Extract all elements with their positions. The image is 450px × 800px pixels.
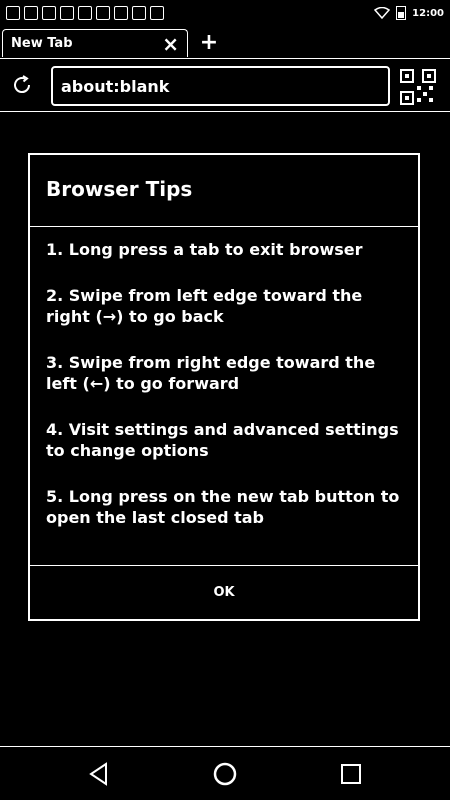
- wifi-icon: [374, 7, 390, 19]
- sms-icon: [6, 6, 20, 20]
- clock: 12:00: [412, 7, 444, 19]
- tab-title: New Tab: [11, 36, 73, 51]
- notification-icon: [60, 6, 74, 20]
- close-tab-icon[interactable]: ×: [162, 31, 179, 56]
- dialog-footer: [30, 565, 418, 619]
- status-right: [374, 6, 444, 20]
- status-bar: [0, 0, 450, 26]
- tab-strip: [0, 27, 450, 59]
- address-bar: [0, 60, 450, 112]
- browser-tips-dialog: [28, 153, 420, 621]
- qr-code-icon[interactable]: [400, 69, 436, 105]
- tip-item: 5. Long press on the new tab button to open the last closed tab: [46, 487, 400, 527]
- tab-new-tab[interactable]: [2, 29, 188, 57]
- notification-icon: [114, 6, 128, 20]
- tip-item: 1. Long press a tab to exit browser: [46, 240, 363, 259]
- tip-item: 4. Visit settings and advanced settings to change options: [46, 420, 399, 460]
- notification-icons: [6, 6, 164, 20]
- notification-icon: [78, 6, 92, 20]
- tips-list: [46, 239, 402, 553]
- reload-icon[interactable]: [10, 73, 34, 97]
- dialog-title: Browser Tips: [30, 155, 418, 227]
- notification-icon: [132, 6, 146, 20]
- home-icon[interactable]: [212, 761, 238, 787]
- tip-item: 2. Swipe from left edge toward the right (→) to go back: [46, 286, 363, 326]
- ok-button[interactable]: OK: [30, 566, 418, 619]
- mail-icon: [24, 6, 38, 20]
- system-nav-bar: [0, 746, 450, 800]
- notification-icon: [96, 6, 110, 20]
- new-tab-button[interactable]: +: [199, 30, 219, 55]
- battery-icon: [396, 6, 406, 20]
- url-input[interactable]: [51, 66, 390, 106]
- notification-icon: [150, 6, 164, 20]
- tip-item: 3. Swipe from right edge toward the left (←) to go forward: [46, 353, 376, 393]
- notification-icon: [42, 6, 56, 20]
- recent-apps-icon[interactable]: [338, 761, 364, 787]
- back-icon[interactable]: [86, 761, 112, 787]
